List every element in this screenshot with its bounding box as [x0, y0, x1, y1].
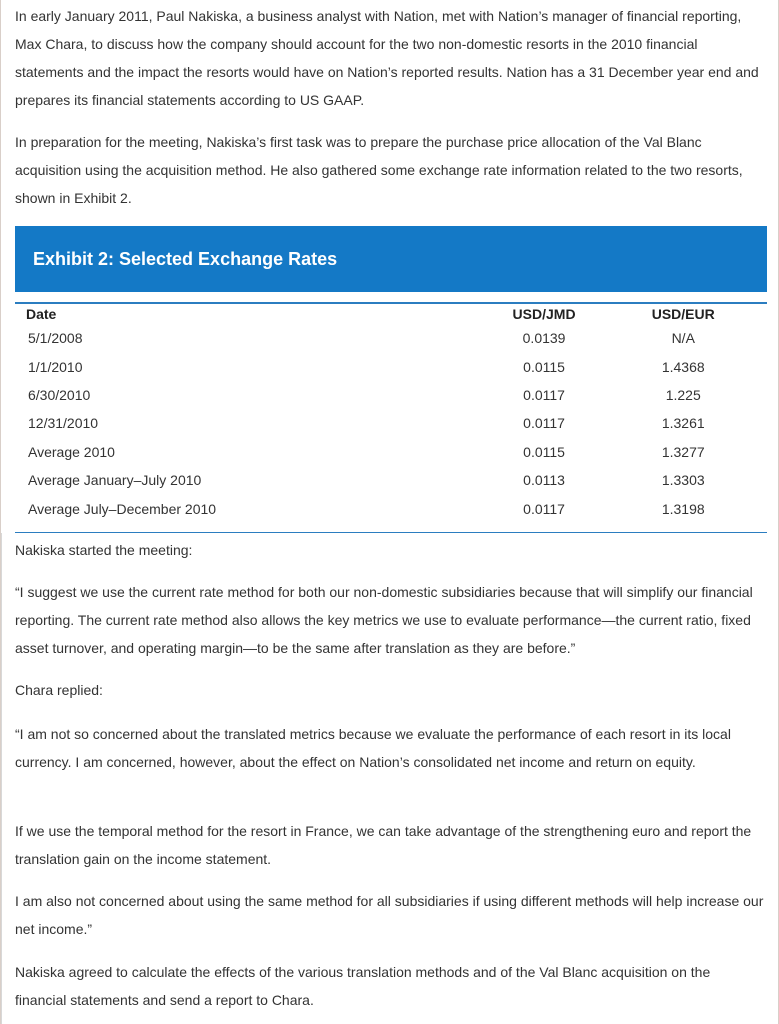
header-usd-jmd: USD/JMD	[512, 306, 576, 322]
intro-paragraph: In early January 2011, Paul Nakiska, a business analyst with Nation, met with Nation’s manager of financial reporting, Max Chara, to discuss how the company should account for the two non-domestic resorts in the 2010 financial statements and the impact the resorts would have on Nation’s reported results. Nation has a 31 December year end and prepares its financial statements according to US GAAP.	[15, 8, 759, 108]
cell-usd-eur: 1.3277	[661, 443, 705, 460]
cell-usd-jmd: 0.0115	[523, 443, 565, 460]
chara-quote-paragraph-1: “I am not so concerned about the translated metrics because we evaluate the performance of each resort in its local currency. I am concerned, however, about the effect on Nation’s consolidated net income and return on equity.	[15, 726, 731, 770]
cell-date: 1/1/2010	[28, 358, 83, 375]
header-usd-eur: USD/EUR	[651, 306, 715, 322]
cell-usd-eur: 1.3261	[661, 415, 705, 432]
exchange-rate-table	[15, 304, 767, 523]
table-header-row	[15, 304, 767, 324]
cell-usd-eur: 1.225	[665, 386, 701, 403]
table-row	[15, 352, 767, 380]
cell-usd-jmd: 0.0117	[523, 386, 565, 403]
cell-usd-jmd: 0.0113	[523, 472, 565, 489]
exhibit-header	[15, 226, 767, 292]
cell-usd-jmd: 0.0117	[523, 500, 565, 517]
table-row	[15, 494, 767, 522]
header-date: Date	[26, 306, 57, 322]
cell-usd-jmd: 0.0115	[523, 358, 565, 375]
cell-usd-eur: 1.3303	[661, 472, 705, 489]
table-row	[15, 438, 767, 466]
cell-date: 6/30/2010	[28, 386, 91, 403]
chara-quote-paragraph-2: If we use the temporal method for the resort in France, we can take advantage of the strengthening euro and report the translation gain on the income statement.	[15, 823, 752, 867]
table-row	[15, 381, 767, 409]
cell-date: 5/1/2008	[28, 330, 83, 347]
cell-usd-jmd: 0.0117	[523, 415, 565, 432]
exchange-rate-table-area	[15, 292, 767, 533]
cell-date: Average January–July 2010	[28, 472, 202, 489]
cell-date: 12/31/2010	[28, 415, 99, 432]
cell-date: Average July–December 2010	[28, 500, 217, 517]
cell-usd-jmd: 0.0139	[522, 330, 566, 347]
table-row	[15, 324, 767, 352]
table-row	[15, 409, 767, 437]
cell-usd-eur: 1.4368	[661, 358, 705, 375]
table-row	[15, 466, 767, 494]
exhibit-title: Exhibit 2: Selected Exchange Rates	[33, 248, 338, 269]
cell-usd-eur: 1.3198	[661, 500, 705, 517]
chara-replied-paragraph: Chara replied:	[15, 682, 103, 698]
preparation-paragraph: In preparation for the meeting, Nakiska’s first task was to prepare the purchase price allocation of the Val Blanc acquisition using the acquisition method. He also gathered some exchange rate information related to the two resorts, shown in Exhibit 2.	[15, 134, 743, 206]
cell-usd-eur: N/A	[671, 330, 695, 347]
cell-date: Average 2010	[28, 443, 115, 460]
meeting-start-paragraph: Nakiska started the meeting:	[15, 542, 193, 558]
chara-quote-paragraph-3: I am also not concerned about using the same method for all subsidiaries if using different methods will help increase our net income.”	[15, 893, 764, 937]
closing-paragraph: Nakiska agreed to calculate the effects of the various translation methods and of the Val Blanc acquisition on the financial statements and send a report to Chara.	[15, 964, 711, 1008]
nakiska-quote-paragraph: “I suggest we use the current rate method for both our non-domestic subsidiaries because that will simplify our financial reporting. The current rate method also allows the key metrics we use to evaluate performance—the current ratio, fixed asset turnover, and operating margin—to be the same after translation as they are before.”	[15, 584, 753, 656]
